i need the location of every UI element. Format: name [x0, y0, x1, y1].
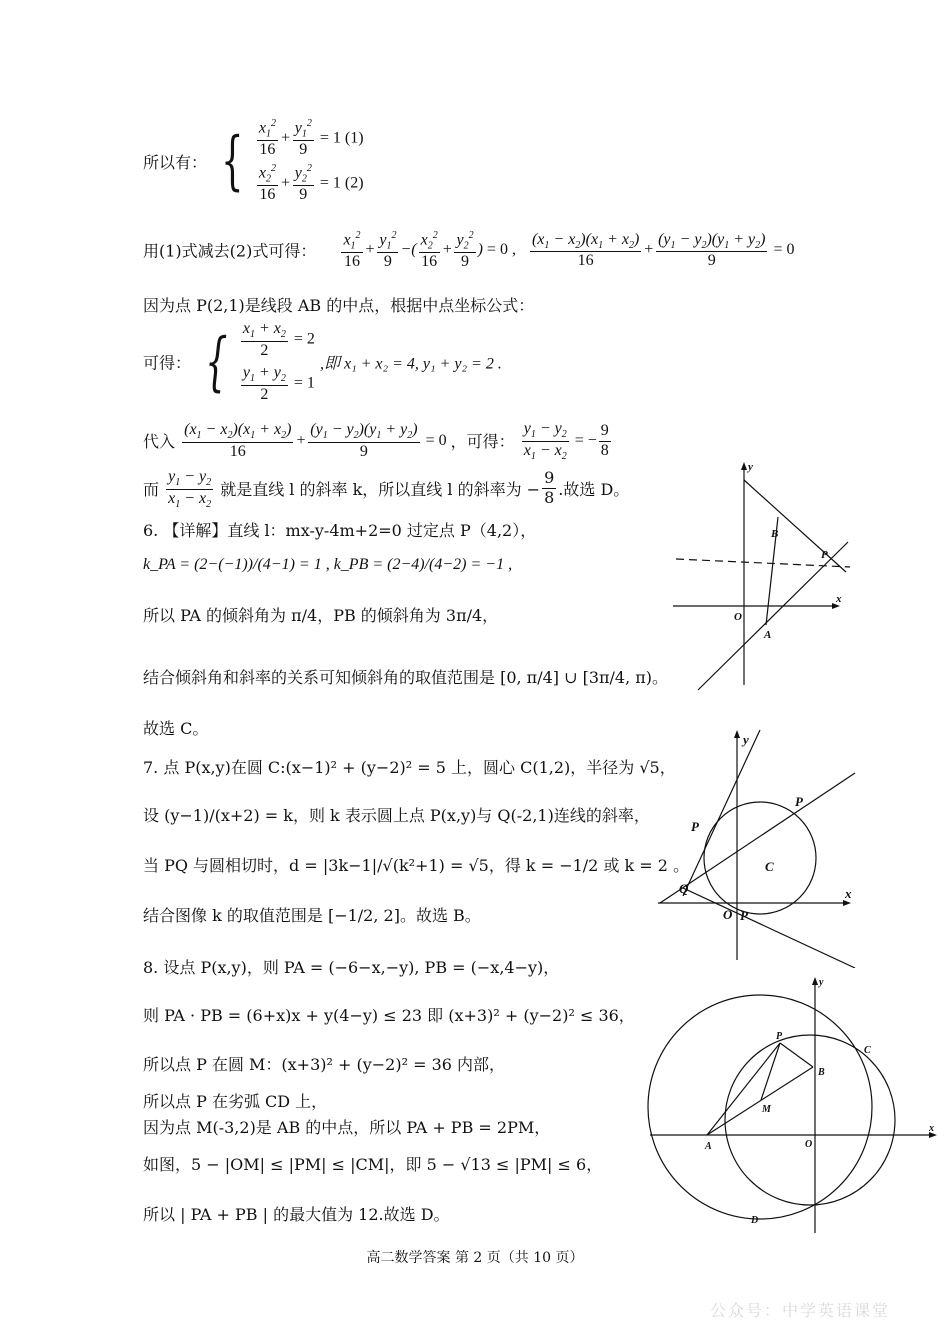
segment-pb — [780, 1043, 813, 1067]
label-p-top: P — [691, 819, 699, 834]
brace-icon: { — [205, 325, 228, 400]
q6-range: 结合倾斜角和斜率的关系可知倾斜角的取值范围是 [0, π/4] ∪ [3π/4, π)。 — [143, 668, 669, 687]
label-d: D — [751, 1215, 759, 1226]
circle-m — [648, 995, 872, 1219]
equation-system — [212, 118, 363, 205]
figure-q6 — [668, 460, 858, 692]
label-o: O — [723, 907, 733, 922]
circle-o — [725, 1035, 895, 1205]
slope-answer: .故选 D。 — [558, 479, 630, 499]
q8-arc: 所以点 P 在劣弧 CD 上， — [143, 1092, 328, 1111]
q8-midpoint: 因为点 M(-3,2)是 AB 的中点，所以 PA + PB = 2PM， — [143, 1118, 551, 1137]
label-p-right: P — [795, 794, 803, 809]
segment-pm — [761, 1043, 780, 1100]
q7-setup: 设 (y−1)/(x+2) = k，则 k 表示圆上点 P(x,y)与 Q(-2,1)连线的斜率， — [143, 806, 650, 825]
tangent-steep — [683, 730, 760, 896]
midpoint-prefix: 可得： — [143, 353, 192, 373]
slope-text: 就是直线 l 的斜率 k，所以直线 l 的斜率为 − — [220, 479, 541, 499]
label-x: x — [929, 1123, 934, 1134]
q7-tangent: 当 PQ 与圆相切时，d = |3k−1|/√(k²+1) = √5，得 k = −1/2 或 k = 2 。 — [143, 856, 690, 875]
q6-answer: 故选 C。 — [143, 719, 209, 738]
q8-inequality: 如图，5 − |OM| ≤ |PM| ≤ |CM|，即 5 − √13 ≤ |PM| ≤ 6， — [143, 1155, 603, 1174]
subtract-text: 用(1)式减去(2)式可得： — [143, 241, 317, 261]
substitute-prefix: 代入 — [143, 431, 176, 451]
segment-pa — [707, 1043, 780, 1135]
label-y: y — [743, 732, 749, 747]
system-eq-1: $\frac{x_1^2}{16}$ + $\frac{y_1^2}{9}$ = 1 (1) — [258, 118, 364, 159]
page-footer: 高二数学答案 第 2 页（共 10 页） — [366, 1250, 584, 1266]
slope-prefix: 而 — [143, 479, 160, 499]
label-y: y — [819, 977, 824, 988]
label-q: Q — [679, 881, 689, 896]
label-c: C — [765, 859, 774, 874]
label-c: C — [864, 1045, 871, 1056]
system-prefix: 所以有： — [143, 152, 208, 172]
label-o: O — [805, 1139, 813, 1150]
subtract-formula: $\frac{x_1^2}{16}$ + $\frac{y_1^2}{9}$ −( $\frac{x_2^2}{16}$ + $\frac{y_2^2}{9}$ ) = 0 , $\frac{(x_1 - x_2)(x_1 + x_2)}{16}$ + $\frac{(y_1 - y_2)(y_1 + y_2)}{9}$ = 0 — [343, 230, 795, 271]
figure-q8 — [645, 975, 940, 1237]
midpoint-result: ,即 x₁ + x₂ = 4, y₁ + y₂ = 2 . — [319, 355, 502, 373]
q8-answer: 所以 | PA + PB | 的最大值为 12.故选 D。 — [143, 1205, 450, 1224]
circle-c — [704, 802, 816, 914]
label-b: B — [771, 528, 779, 540]
label-p: P — [821, 549, 828, 561]
label-x: x — [845, 886, 852, 901]
q6-title: 6. 【详解】直线 l：mx-y-4m+2=0 过定点 P（4,2）， — [143, 521, 537, 540]
label-m: M — [762, 1104, 771, 1115]
label-x: x — [836, 593, 842, 605]
midpoint-system-line — [143, 320, 502, 404]
label-y: y — [748, 461, 753, 473]
q6-slopes: k_PA = (2−(−1))/(4−1) = 1 , k_PB = (2−4)/(4−2) = −1 , — [143, 556, 513, 573]
label-a: A — [764, 629, 772, 641]
substitute-line: 代入 $\frac{(x_1 - x_2)(x_1 + x_2)}{16}$ + $\frac{(y_1 - y_2)(y_1 + y_2)}{9}$ = 0 ，可得： $\frac{y_1 - y_2}{x_1 - x_2}$ = − $\frac{9}{8}$ — [143, 420, 609, 462]
arrow-icon — [812, 977, 818, 985]
line-lower — [683, 888, 855, 968]
figure-q7 — [655, 728, 860, 968]
q8-title: 8. 设点 P(x,y)，则 PA = (−6−x,−y), PB = (−x,4−y)， — [143, 958, 560, 977]
midpoint-line: 因为点 P(2,1)是线段 AB 的中点，根据中点坐标公式： — [143, 296, 535, 315]
watermark: 公众号：中学英语课堂 — [709, 1301, 890, 1320]
system-eq-2: $\frac{x_2^2}{16}$ + $\frac{y_2^2}{9}$ = 1 (2) — [258, 163, 364, 204]
system-line — [143, 118, 364, 205]
brace-icon: { — [221, 124, 244, 199]
arrow-icon — [741, 462, 747, 470]
midpoint-system: { $\frac{x_1 + x_2}{2}$ = 2 $\frac{y_1 + y_2}{2}$ = 1 — [205, 320, 315, 403]
label-a: A — [705, 1141, 712, 1152]
label-o: O — [734, 611, 742, 623]
label-b: B — [818, 1067, 825, 1078]
q6-angles: 所以 PA 的倾斜角为 π/4，PB 的倾斜角为 3π/4， — [143, 606, 499, 625]
q8-dot: 则 PA · PB = (6+x)x + y(4−y) ≤ 23 即 (x+3)² + (y−2)² ≤ 36， — [143, 1006, 635, 1025]
slope-line: 而 $\frac{y_1 - y_2}{x_1 - x_2}$ 就是直线 l 的斜率 k，所以直线 l 的斜率为 − $\frac{9}{8}$ .故选 D。 — [143, 468, 630, 510]
arrow-icon — [734, 730, 740, 738]
tangent-shallow — [660, 773, 855, 903]
subtract-line — [143, 230, 794, 271]
q7-answer: 结合图像 k 的取值范围是 [−1/2, 2]。故选 B。 — [143, 906, 481, 925]
label-p: P — [776, 1031, 783, 1042]
label-p-bottom: P — [740, 908, 748, 923]
line-upper — [744, 480, 846, 572]
segment-ab — [707, 1067, 813, 1135]
q8-circle: 所以点 P 在圆 M：(x+3)² + (y−2)² = 36 内部， — [143, 1055, 506, 1074]
q7-title: 7. 点 P(x,y)在圆 C:(x−1)² + (y−2)² = 5 上，圆心 C(1,2)，半径为 √5， — [143, 758, 676, 777]
substitute-mid: ，可得： — [450, 431, 515, 451]
